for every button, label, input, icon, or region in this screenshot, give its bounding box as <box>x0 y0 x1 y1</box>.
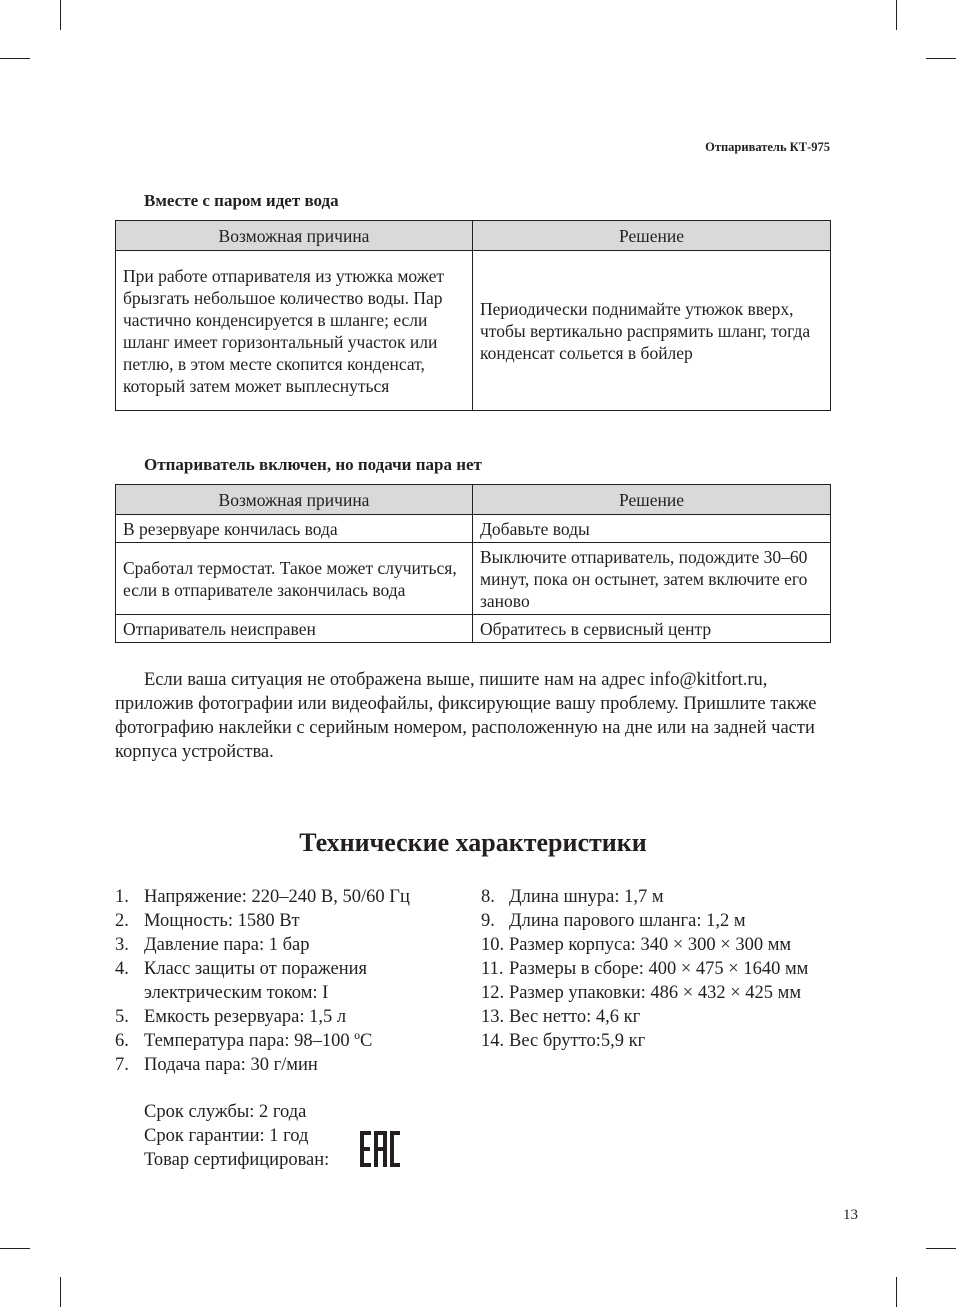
spec-item <box>481 885 841 909</box>
spec-text: Размер упаковки: 486 × 432 × 425 мм <box>509 983 802 1003</box>
cause-cell: Отпариватель неисправен <box>116 615 473 643</box>
column-header-solution: Решение <box>473 221 831 251</box>
specs-title: Технические характеристики <box>299 828 647 857</box>
cause-cell: Сработал термостат. Такое может случиться, если в отпаривателе закончилась вода <box>116 543 473 615</box>
spec-number: 7. <box>115 1055 129 1075</box>
spec-text: Подача пара: 30 г/мин <box>144 1055 318 1075</box>
spec-number: 12. <box>481 983 505 1003</box>
spec-number: 1. <box>115 887 129 907</box>
spec-text: Вес брутто:5,9 кг <box>509 1031 646 1051</box>
spec-number: 2. <box>115 911 129 931</box>
spec-number: 4. <box>115 959 129 979</box>
specs-list-right <box>481 885 841 1053</box>
crop-mark <box>926 1248 956 1249</box>
service-lifetime: Срок службы: 2 года <box>144 1102 307 1122</box>
spec-item <box>481 909 841 933</box>
spec-item <box>481 1005 841 1029</box>
spec-number: 11. <box>481 959 504 979</box>
column-header-cause: Возможная причина <box>116 485 473 515</box>
troubleshooting-table-no-steam <box>115 484 831 643</box>
spec-text: Мощность: 1580 Вт <box>144 911 300 931</box>
specs-list-left <box>115 885 465 1077</box>
spec-item <box>481 981 841 1005</box>
table-row <box>116 543 831 615</box>
spec-number: 3. <box>115 935 129 955</box>
spec-number: 14. <box>481 1031 505 1051</box>
spec-item <box>115 957 465 1005</box>
contact-paragraph: Если ваша ситуация не отображена выше, пишите нам на адрес info@kitfort.ru, приложив фотографии или видеофайлы, фиксирующие вашу проблему. Пришлите также фотографию наклейки с серийным номером, расположенную на дне или на задней части корпуса устройства. <box>115 670 817 762</box>
spec-text: Размеры в сборе: 400 × 475 × 1640 мм <box>509 959 809 979</box>
certification-label: Товар сертифицирован: <box>144 1150 330 1170</box>
spec-number: 5. <box>115 1007 129 1027</box>
spec-item <box>481 1029 841 1053</box>
solution-cell: Выключите отпариватель, подождите 30–60 минут, пока он остынет, затем включите его заново <box>473 543 831 615</box>
troubleshooting-table-water <box>115 220 831 411</box>
spec-number: 13. <box>481 1007 505 1027</box>
spec-text: Температура пара: 98–100 ºС <box>144 1031 373 1051</box>
spec-item <box>115 909 465 933</box>
spec-item <box>115 885 465 909</box>
spec-text: Класс защиты от поражения электрическим током: I <box>144 959 368 1003</box>
spec-item <box>481 933 841 957</box>
service-info <box>144 1100 329 1172</box>
solution-cell: Обратитесь в сервисный центр <box>473 615 831 643</box>
spec-item <box>115 1053 465 1077</box>
section-heading-no-steam: Отпариватель включен, но подачи пара нет <box>144 455 482 474</box>
spec-text: Емкость резервуара: 1,5 л <box>144 1007 347 1027</box>
crop-mark <box>60 1277 61 1307</box>
cause-cell: В резервуаре кончилась вода <box>116 515 473 543</box>
spec-item <box>115 1029 465 1053</box>
spec-item <box>481 957 841 981</box>
spec-text: Вес нетто: 4,6 кг <box>509 1007 641 1027</box>
solution-cell: Периодически поднимайте утюжок вверх, чтобы вертикально распрямить шланг, тогда конденсат сольется в бойлер <box>473 251 831 411</box>
column-header-solution: Решение <box>473 485 831 515</box>
table-header-row <box>116 221 831 251</box>
crop-mark <box>60 0 61 30</box>
column-header-cause: Возможная причина <box>116 221 473 251</box>
section-heading-water: Вместе с паром идет вода <box>144 191 339 210</box>
spec-number: 10. <box>481 935 505 955</box>
crop-mark <box>0 58 30 59</box>
spec-number: 9. <box>481 911 495 931</box>
crop-mark <box>0 1248 30 1249</box>
crop-mark <box>926 58 956 59</box>
spec-number: 8. <box>481 887 495 907</box>
spec-number: 6. <box>115 1031 129 1051</box>
table-row <box>116 615 831 643</box>
spec-text: Длина шнура: 1,7 м <box>509 887 664 907</box>
running-header: Отпариватель КТ-975 <box>705 140 830 154</box>
spec-text: Давление пара: 1 бар <box>144 935 310 955</box>
warranty-period: Срок гарантии: 1 год <box>144 1126 309 1146</box>
crop-mark <box>896 1277 897 1307</box>
page-number: 13 <box>843 1207 858 1223</box>
spec-text: Длина парового шланга: 1,2 м <box>509 911 746 931</box>
cause-cell: При работе отпаривателя из утюжка может брызгать небольшое количество воды. Пар частично конденсируется в шланге; если шланг имеет горизонтальный участок или петлю, в этом месте скопится конденсат, который затем может выплеснуться <box>116 251 473 411</box>
crop-mark <box>896 0 897 30</box>
eac-certification-icon <box>360 1131 400 1167</box>
table-row <box>116 251 831 411</box>
solution-cell: Добавьте воды <box>473 515 831 543</box>
spec-item <box>115 933 465 957</box>
spec-item <box>115 1005 465 1029</box>
spec-text: Размер корпуса: 340 × 300 × 300 мм <box>509 935 792 955</box>
table-row <box>116 515 831 543</box>
table-header-row <box>116 485 831 515</box>
spec-text: Напряжение: 220–240 В, 50/60 Гц <box>144 887 410 907</box>
